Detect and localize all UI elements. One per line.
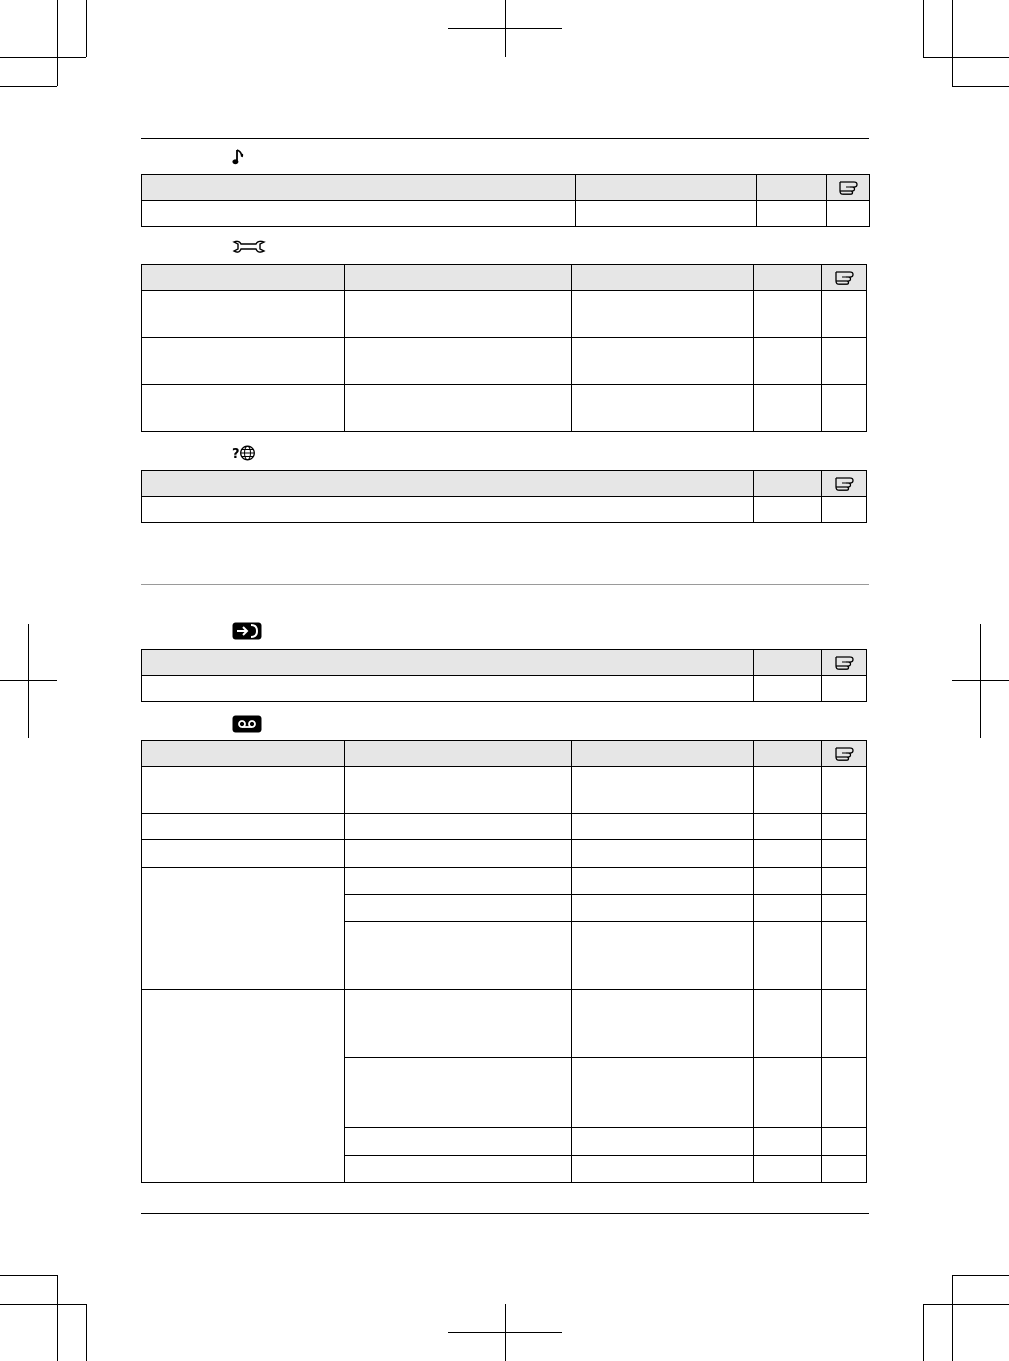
header-cell xyxy=(822,265,867,291)
table-row xyxy=(142,201,870,227)
answering-machine-icon xyxy=(232,715,262,733)
call-transfer-icon xyxy=(232,622,262,640)
header-cell xyxy=(345,741,572,767)
header-cell xyxy=(572,741,754,767)
table-cell xyxy=(142,201,576,227)
music-note-icon xyxy=(232,148,246,166)
header-cell xyxy=(345,265,572,291)
header-cell xyxy=(754,265,822,291)
wrench-icon xyxy=(232,238,266,256)
pointing-hand-icon xyxy=(837,178,859,198)
header-cell xyxy=(754,471,822,497)
table-cell xyxy=(827,201,870,227)
header-cell xyxy=(822,741,867,767)
header-cell xyxy=(572,265,754,291)
table-row xyxy=(142,840,867,868)
header-cell xyxy=(142,265,345,291)
table-header-row xyxy=(142,741,867,767)
table-row xyxy=(142,497,867,523)
table-row xyxy=(142,338,867,385)
header-cell xyxy=(142,650,754,676)
table-cell xyxy=(757,201,827,227)
table-row xyxy=(142,868,867,895)
table-header-row xyxy=(142,265,867,291)
header-cell xyxy=(576,175,757,201)
table-row xyxy=(142,990,867,1058)
pointing-hand-icon xyxy=(833,474,855,494)
transfer-table xyxy=(141,649,867,702)
header-cell xyxy=(142,741,345,767)
language-table xyxy=(141,470,867,523)
header-cell xyxy=(754,650,822,676)
pointing-hand-icon xyxy=(833,744,855,764)
bottom-rule xyxy=(141,1213,869,1214)
answering-system-table xyxy=(141,740,867,1183)
table-header-row xyxy=(142,650,867,676)
section-divider xyxy=(141,584,869,585)
table-header-row xyxy=(142,471,867,497)
table-header-row xyxy=(142,175,870,201)
top-rule xyxy=(141,138,869,139)
header-cell xyxy=(822,650,867,676)
table-cell xyxy=(576,201,757,227)
settings-table xyxy=(141,264,867,432)
header-cell xyxy=(757,175,827,201)
table-row xyxy=(142,291,867,338)
header-cell xyxy=(142,175,576,201)
table-row xyxy=(142,767,867,814)
music-settings-table xyxy=(141,174,870,227)
globe-question-icon xyxy=(232,444,256,462)
svg-text:?: ? xyxy=(232,447,240,462)
pointing-hand-icon xyxy=(833,653,855,673)
table-row xyxy=(142,814,867,840)
pointing-hand-icon xyxy=(833,268,855,288)
header-cell xyxy=(754,741,822,767)
table-row xyxy=(142,676,867,702)
header-cell xyxy=(142,471,754,497)
table-row xyxy=(142,385,867,432)
header-cell xyxy=(827,175,870,201)
header-cell xyxy=(822,471,867,497)
